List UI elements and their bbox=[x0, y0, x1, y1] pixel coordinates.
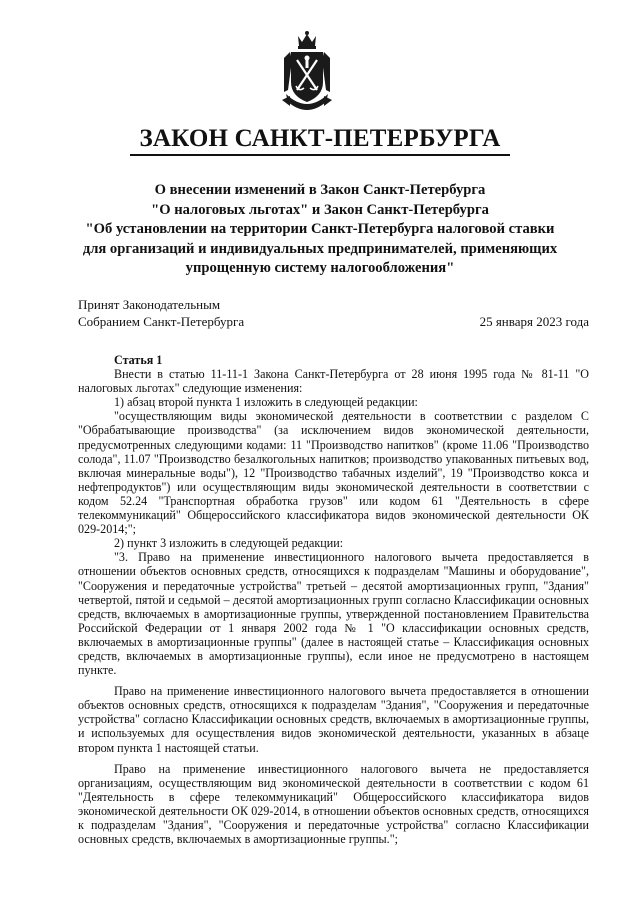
subtitle-line: упрощенную систему налогообложения" bbox=[185, 260, 455, 276]
adoption-date: 25 января 2023 года bbox=[479, 314, 589, 329]
article-paragraph: Внести в статью 11-11-1 Закона Санкт-Петербурга от 28 июня 1995 года № 81-11 "О налоговых льготах" следующие изменения: bbox=[78, 367, 589, 396]
article-title: Статья 1 bbox=[114, 353, 163, 367]
article-paragraph: Право на применение инвестиционного налогового вычета предоставляется в отношении объектов основных средств, относящихся к подразделам "Здания", "Сооружения и передаточные устройства" согласно Классификации основных средств, включаемых в амортизационные группы, и используемых для осуществления видов экономической деятельности, указанных в абзаце втором пункта 1 настоящей статьи. bbox=[78, 684, 589, 755]
law-title-text: ЗАКОН САНКТ-ПЕТЕРБУРГА bbox=[130, 124, 511, 156]
adoption-line-2: Собранием Санкт-Петербурга bbox=[78, 314, 245, 329]
subtitle-line: для организаций и индивидуальных предпринимателей, применяющих bbox=[82, 240, 558, 257]
subtitle-line: "О налоговых льготах" и Закон Санкт-Петербурга bbox=[151, 201, 489, 218]
article-paragraph: Право на применение инвестиционного налогового вычета не предоставляется организациям, осуществляющим вид экономической деятельности в соответствии с кодом 61 "Деятельность в сфере телекоммуникаций" Общероссийского классификатора видов экономической деятельности ОК 029-2014, в отношении объектов основных средств, относящихся к подразделам "Здания", "Сооружения и передаточные устройства" согласно Классификации основных средств, включаемых в амортизационные группы."; bbox=[78, 761, 589, 847]
adoption-line-1: Принят Законодательным bbox=[78, 297, 221, 312]
spb-coat-of-arms-icon bbox=[276, 30, 338, 114]
subtitle-line: "Об установлении на территории Санкт-Петербурга налоговой ставки bbox=[85, 221, 555, 237]
adoption-authority bbox=[78, 296, 244, 330]
law-subtitle bbox=[60, 181, 580, 279]
subtitle-line: О внесении изменений в Закон Санкт-Петербурга bbox=[154, 182, 486, 198]
article-body bbox=[78, 353, 589, 846]
article-paragraph: 1) абзац второй пункта 1 изложить в следующей редакции: bbox=[114, 395, 418, 410]
law-title bbox=[0, 124, 640, 156]
article-paragraph: "осуществляющим виды экономической деятельности в соответствии с разделом С "Обрабатывающие производства" (за исключением видов экономической деятельности, предусмотренных следующими кодами: 11 "Производство напитков" (кроме 11.06 "Производство солода", 11.07 "Производство безалкогольных напитков; производство упакованных питьевых вод, включая минеральные воды"), 12 "Производство табачных изделий", 19 "Производство кокса и нефтепродуктов") или осуществляющим виды экономической деятельности в соответствии с кодом 52.24 "Транспортная обработка грузов" или кодом 61 "Деятельность в сфере телекоммуникаций" Общероссийского классификатора видов экономической деятельности ОК 029-2014;"; bbox=[78, 409, 589, 537]
article-paragraph: 2) пункт 3 изложить в следующей редакции: bbox=[114, 536, 344, 551]
article-paragraph: "3. Право на применение инвестиционного налогового вычета предоставляется в отношении объектов основных средств, относящихся к подразделам "Машины и оборудование", "Сооружения и передаточные устройства" третьей – десятой амортизационных групп, "Здания" четвертой, пятой и седьмой – десятой амортизационных групп согласно Классификации основных средств, включаемых в амортизационные группы, утвержденной постановлением Правительства Российской Федерации от 1 января 2002 года № 1 "О классификации основных средств, включаемых в амортизационные группы" (далее в настоящей статье – Классификация основных средств, включаемых в амортизационные группы), если иное не предусмотрено в настоящем пункте. bbox=[78, 550, 589, 678]
